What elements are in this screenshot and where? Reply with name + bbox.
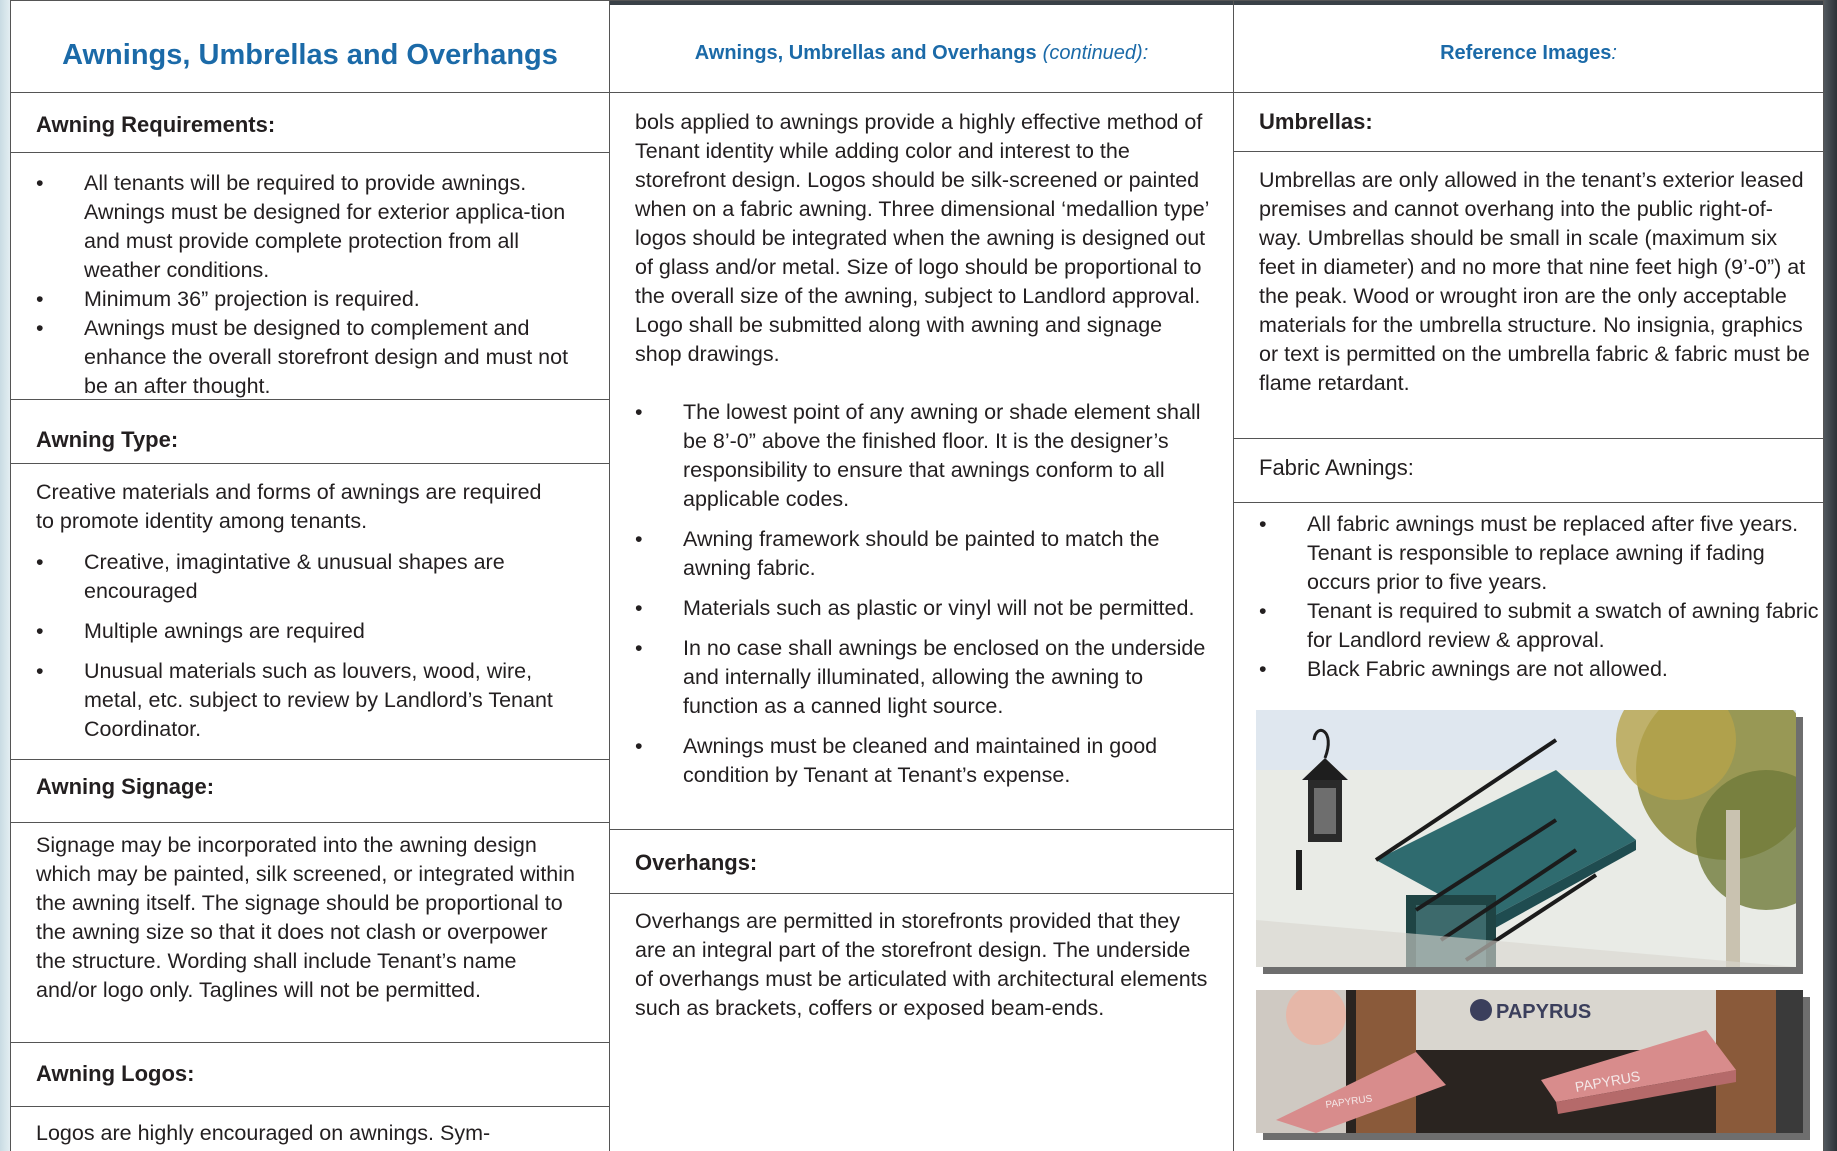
awning-logos-title: Awning Logos: — [36, 1061, 195, 1086]
list-item: • Materials such as plastic or vinyl will not be permitted. — [635, 594, 1213, 623]
list-item: • Minimum 36” projection is required. — [36, 285, 596, 314]
list-item: • All tenants will be required to provide awnings. Awnings must be designed for exterior applica-tion and must provide complete protection from all weather conditions. — [36, 169, 596, 285]
divider — [610, 829, 1233, 830]
list-item: • The lowest point of any awning or shade element shall be 8’-0” above the finished floor. It is the designer’s responsibility to ensure that awnings conform to all applicable codes. — [635, 398, 1213, 514]
awning-signage-body: Signage may be incorporated into the awning design which may be painted, silk screened, or integrated within the awning itself. The signage should be proportional to the awning size so that it does not clash or overpower the structure. Wording shall include Tenant’s name and/or logo only. Taglines will not be permitted. — [36, 833, 575, 1002]
divider — [11, 152, 609, 153]
awning-rules-list — [635, 398, 1213, 790]
list-item: • Awnings must be cleaned and maintained in good condition by Tenant at Tenant’s expense. — [635, 732, 1213, 790]
fabric-awnings-title: Fabric Awnings: — [1259, 455, 1414, 480]
middle-column-header — [610, 0, 1233, 93]
list-item: • Awning framework should be painted to match the awning fabric. — [635, 525, 1213, 583]
umbrellas-title: Umbrellas: — [1259, 109, 1373, 134]
divider — [11, 1042, 609, 1043]
list-item: • Creative, imagintative & unusual shapes are encouraged — [36, 548, 596, 606]
middle-column — [609, 0, 1233, 1151]
list-item: • Tenant is required to submit a swatch of awning fabric for Landlord review & approval. — [1259, 597, 1819, 655]
fabric-awnings-list — [1259, 510, 1819, 684]
awning-type-title: Awning Type: — [36, 427, 179, 452]
right-column-header — [1234, 0, 1823, 93]
awning-requirements-title: Awning Requirements: — [36, 112, 276, 137]
divider — [610, 893, 1233, 894]
awning-logos-body: Logos are highly encouraged on awnings. Sym- — [36, 1121, 491, 1145]
divider — [11, 463, 609, 464]
divider — [11, 759, 609, 760]
list-item: • In no case shall awnings be enclosed on the underside and internally illuminated, allowing the awning to function as a canned light source. — [635, 634, 1213, 721]
divider — [11, 399, 609, 400]
reference-photo-papyrus — [1256, 990, 1803, 1133]
list-item: • Unusual materials such as louvers, wood, wire, metal, etc. subject to review by Landlord’s Tenant Coordinator. — [36, 657, 596, 744]
list-item: • Black Fabric awnings are not allowed. — [1259, 655, 1819, 684]
list-item: • All fabric awnings must be replaced after five years. Tenant is responsible to replace awning if fading occurs prior to five years. — [1259, 510, 1819, 597]
divider — [1234, 438, 1823, 439]
right-dark-bar — [1824, 0, 1837, 1151]
awning-type-intro: Creative materials and forms of awnings are required to promote identity among tenants. — [36, 480, 542, 533]
middle-header-title: Awnings, Umbrellas and Overhangs — [694, 42, 1037, 64]
papyrus-awning-text-right: PAPYRUS — [1573, 1067, 1642, 1095]
awning-logos-continued: bols applied to awnings provide a highly effective method of Tenant identity while adding color and interest to the storefront design. Logos should be silk-screened or painted when on a fabric awning. Three dimensional ‘medallion type’ logos should be integrated when the awning is designed out of glass and/or metal. Size of logo should be proportional to the overall size of the awning, subject to Landlord approval. Logo shall be submitted along with awning and signage shop drawings. — [635, 110, 1209, 366]
awning-requirements-list — [36, 169, 596, 401]
divider — [1234, 502, 1823, 503]
right-header-title: Reference Images — [1440, 42, 1612, 64]
right-column — [1233, 0, 1824, 1151]
awning-type-list — [36, 548, 596, 744]
middle-header-suffix: (continued): — [1042, 42, 1149, 64]
left-column-header: Awnings, Umbrellas and Overhangs — [11, 0, 609, 93]
right-header-suffix: : — [1611, 42, 1617, 64]
overhangs-title: Overhangs: — [635, 850, 758, 875]
photo-building-illustration — [1256, 710, 1796, 967]
overhangs-body: Overhangs are permitted in storefronts provided that they are an integral part of the storefront design. The underside of overhangs must be articulated with architectural elements such as brackets, coffers or exposed beam-ends. — [635, 909, 1208, 1020]
umbrellas-body: Umbrellas are only allowed in the tenant’s exterior leased premises and cannot overhang into the public right-of-way. Umbrellas should be small in scale (maximum six feet in diameter) and no more that nine feet high (9’-0”) at the peak. Wood or wrought iron are the only acceptable materials for the umbrella structure. No insignia, graphics or text is permitted on the umbrella fabric & fabric must be flame retardant. — [1259, 168, 1810, 395]
page-edge-left — [0, 0, 10, 1151]
papyrus-awning-text-left: PAPYRUS — [1324, 1093, 1374, 1111]
divider — [11, 822, 609, 823]
left-column — [10, 0, 609, 1151]
photo-papyrus-illustration — [1256, 990, 1803, 1133]
awning-signage-title: Awning Signage: — [36, 774, 215, 799]
list-item: • Multiple awnings are required — [36, 617, 596, 646]
divider — [11, 1106, 609, 1107]
reference-photo-awning-lantern — [1256, 710, 1796, 967]
divider — [1234, 151, 1823, 152]
list-item: • Awnings must be designed to complement and enhance the overall storefront design and must not be an after thought. — [36, 314, 596, 401]
papyrus-sign: PAPYRUS — [1496, 1001, 1592, 1023]
